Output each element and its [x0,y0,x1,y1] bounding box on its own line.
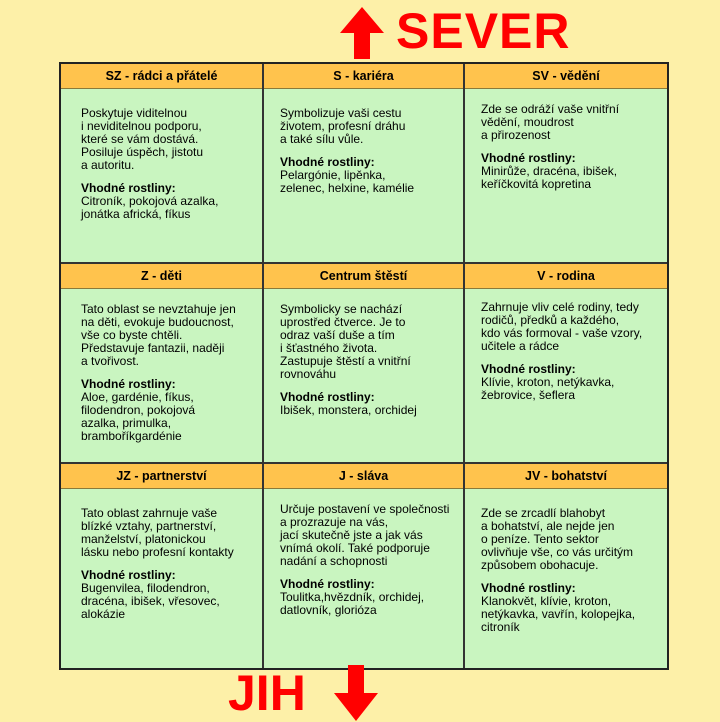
cell-title: V - rodina [465,264,667,289]
south-indicator [228,664,378,722]
plants-heading: Vhodné rostliny: [280,390,375,404]
plants-heading: Vhodné rostliny: [81,568,176,582]
cell-title: Z - děti [61,264,262,289]
plants-heading: Vhodné rostliny: [481,581,576,595]
cell-description: Zde se odráží vaše vnitřní vědění, moudrost a přirozenost [481,102,620,142]
cell-body [61,89,262,221]
plants-list: Citroník, pokojová azalka, jonátka africká, fíkus [81,194,219,221]
cell-description: Tato oblast zahrnuje vaše blízké vztahy, partnerství, manželství, platonickou lásku nebo profesní kontakty [81,506,234,559]
north-indicator [340,3,571,60]
cell-southeast [465,464,667,668]
cell-south [264,464,465,668]
cell-body [264,489,463,617]
plants-list: Bugenvilea, filodendron, dracéna, ibišek, vřesovec, alokázie [81,581,220,621]
cell-east [465,264,667,464]
north-label: SEVER [396,3,571,59]
plants-heading: Vhodné rostliny: [280,155,375,169]
cell-northeast [465,64,667,264]
cell-west [61,264,264,464]
cell-description: Poskytuje viditelnou i neviditelnou podporu, které se vám dostává. Posiluje úspěch, jistotu a autoritu. [81,106,204,172]
cell-description: Symbolizuje vaši cestu životem, profesní dráhu a také sílu vůle. [280,106,406,146]
cell-body [61,289,262,443]
cell-title: J - sláva [264,464,463,489]
plants-heading: Vhodné rostliny: [81,181,176,195]
plants-list: Pelargónie, lipěnka, zelenec, helxine, kamélie [280,168,415,195]
cell-description: Symbolicky se nachází uprostřed čtverce. Je to odraz vaší duše a tím i šťastného života. Zastupuje štěstí a vnitřní rovnováhu [280,302,411,381]
plants-list: Ibišek, monstera, orchidej [280,403,417,417]
cell-description: Zde se zrcadlí blahobyt a bohatství, ale nejde jen o peníze. Tento sektor ovlivňuje vše, co vás určitým způsobem obohacuje. [481,506,634,572]
cell-body [61,489,262,621]
cell-body [264,289,463,417]
cell-body [264,89,463,195]
cell-title: JV - bohatství [465,464,667,489]
cell-north [264,64,465,264]
plants-heading: Vhodné rostliny: [81,377,176,391]
plants-list: Minirůže, dracéna, ibišek, keříčkovitá kopretina [481,164,618,191]
plants-heading: Vhodné rostliny: [481,151,576,165]
plants-list: Aloe, gardénie, fíkus, filodendron, pokojová azalka, primulka, bramboříkgardénie [81,390,196,443]
cell-title: SZ - rádci a přátelé [61,64,262,89]
cell-body [465,89,667,191]
arrow-down-icon [334,665,378,721]
cell-title: Centrum štěstí [264,264,463,289]
cell-description: Určuje postavení ve společnosti a prozrazuje na vás, jací skutečně jste a jak vás vnímá okolí. Také podporuje nadání a schopnosti [280,502,450,568]
cell-title: JZ - partnerství [61,464,262,489]
cell-title: SV - vědění [465,64,667,89]
arrow-up-icon [340,7,384,59]
cell-body [465,289,667,402]
cell-center [264,264,465,464]
plants-heading: Vhodné rostliny: [280,577,375,591]
cell-description: Tato oblast se nevztahuje jen na děti, evokuje budoucnost, vše co byste chtěli. Představuje fantazii, naději a tvořivost. [81,302,236,368]
cell-southwest [61,464,264,668]
plants-list: Klívie, kroton, netýkavka, žebrovice, šeflera [481,375,615,402]
cell-body [465,489,667,634]
plants-heading: Vhodné rostliny: [481,362,576,376]
plants-list: Klanokvět, klívie, kroton, netýkavka, vavřín, kolopejka, citroník [481,594,636,634]
cell-northwest [61,64,264,264]
plants-list: Toulitka,hvězdník, orchidej, datlovník, glorióza [280,590,425,617]
cell-title: S - kariéra [264,64,463,89]
south-label: JIH [228,665,306,721]
cell-description: Zahrnuje vliv celé rodiny, tedy rodičů, předků a každého, kdo vás formoval - vaše vzory, učitele a rádce [481,300,643,353]
bagua-grid [59,62,669,670]
